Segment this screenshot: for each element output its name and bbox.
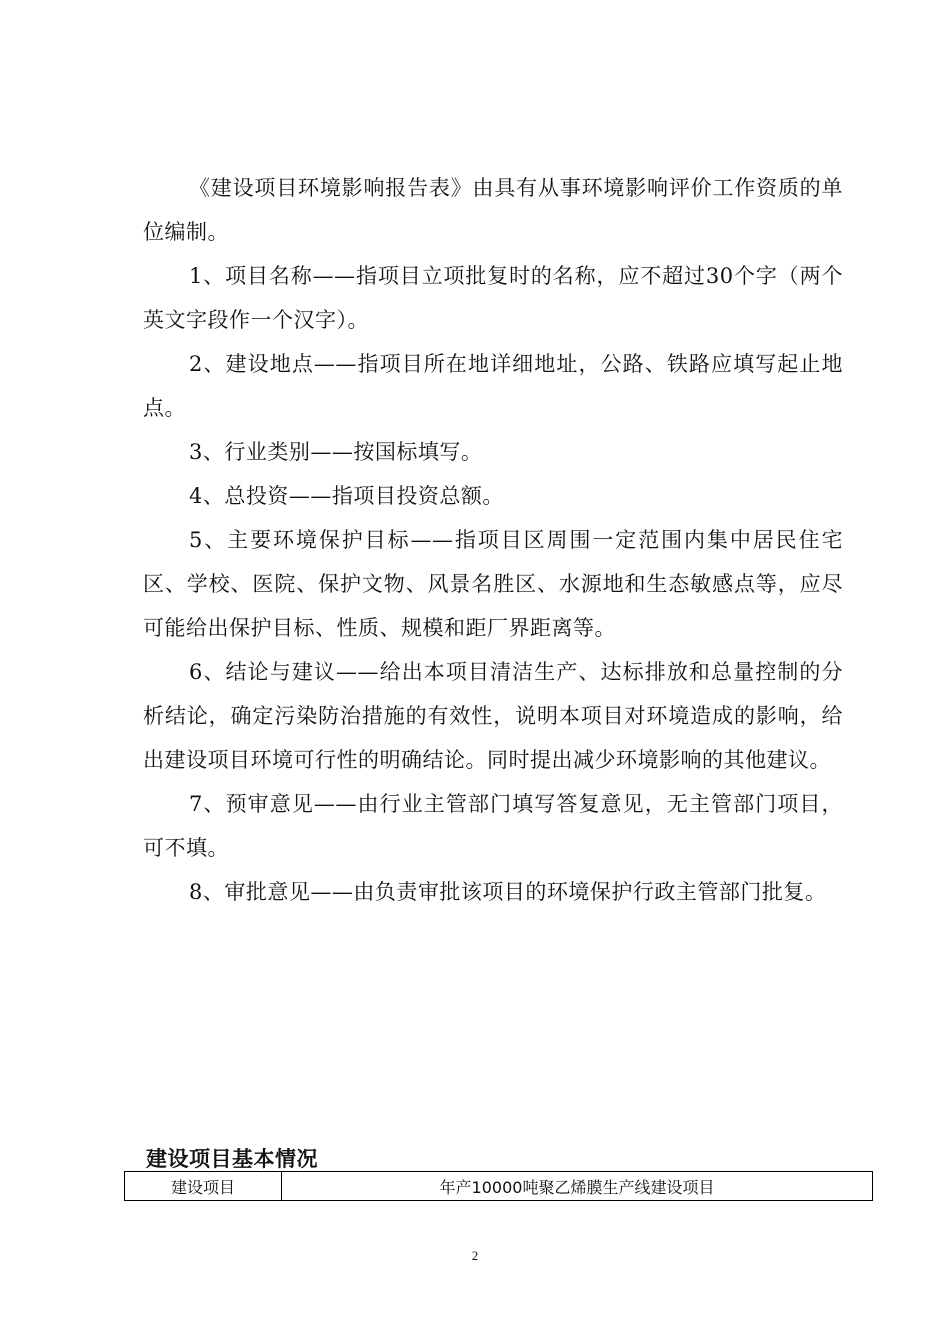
table-cell-label: 建设项目	[125, 1172, 282, 1201]
instruction-item-7: 7、预审意见——由行业主管部门填写答复意见，无主管部门项目，可不填。	[143, 792, 843, 860]
table-row	[125, 1172, 873, 1201]
basic-info-table	[124, 1171, 873, 1201]
instruction-item-5: 5、主要环境保护目标——指项目区周围一定范围内集中居民住宅区、学校、医院、保护文物、风景名胜区、水源地和生态敏感点等，应尽可能给出保护目标、性质、规模和距厂界距离等。	[143, 528, 843, 640]
instruction-item-3: 3、行业类别——按国标填写。	[189, 440, 483, 464]
instruction-item-4: 4、总投资——指项目投资总额。	[189, 484, 504, 508]
instruction-item-1: 1、项目名称——指项目立项批复时的名称，应不超过30个字（两个英文字段作一个汉字）。	[143, 264, 843, 332]
instruction-item-8: 8、审批意见——由负责审批该项目的环境保护行政主管部门批复。	[189, 880, 827, 904]
instruction-item-6: 6、结论与建议——给出本项目清洁生产、达标排放和总量控制的分析结论，确定污染防治措施的有效性，说明本项目对环境造成的影响，给出建设项目环境可行性的明确结论。同时提出减少环境影响的其他建议。	[143, 660, 843, 772]
page-number: 2	[471, 1248, 479, 1263]
table-cell-value: 年产10000吨聚乙烯膜生产线建设项目	[282, 1172, 873, 1201]
instruction-item-2: 2、建设地点——指项目所在地详细地址，公路、铁路应填写起止地点。	[143, 352, 843, 420]
intro-paragraph: 《建设项目环境影响报告表》由具有从事环境影响评价工作资质的单位编制。	[143, 176, 843, 244]
filling-instructions	[143, 166, 843, 914]
section-title: 建设项目基本情况	[146, 1147, 318, 1171]
